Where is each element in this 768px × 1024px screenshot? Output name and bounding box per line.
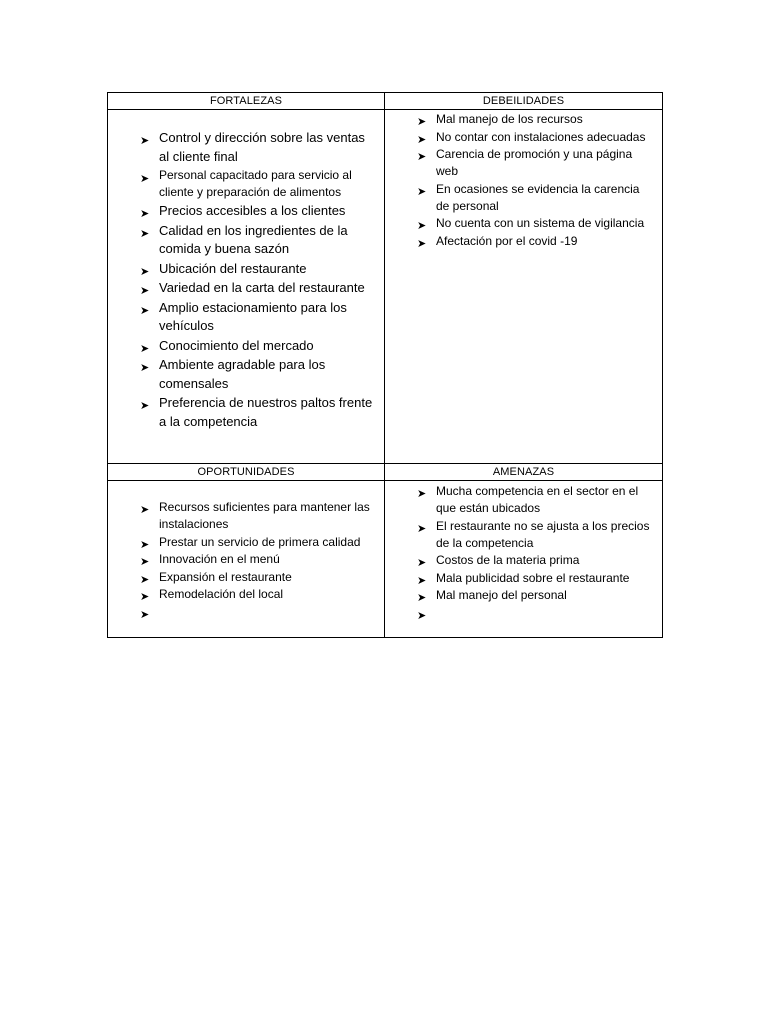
list-item-text: En ocasiones se evidencia la carencia de personal <box>436 181 640 213</box>
arrowhead-bullet-icon: ➤ <box>140 572 150 586</box>
list-item <box>108 260 384 279</box>
arrowhead-bullet-icon: ➤ <box>417 236 427 250</box>
arrowhead-bullet-icon: ➤ <box>417 487 427 500</box>
arrowhead-bullet-icon: ➤ <box>140 226 150 240</box>
arrowhead-bullet-icon: ➤ <box>140 207 150 220</box>
header-debilidades: DEBEILIDADES <box>385 93 663 110</box>
list-item <box>108 356 384 393</box>
header-row-bottom <box>108 464 663 481</box>
list-item <box>108 569 384 586</box>
list-item <box>385 129 662 146</box>
list-item-text: Amplio estacionamiento para los vehículos <box>159 299 347 333</box>
list-item-text: El restaurante no se ajusta a los precios de la competencia <box>436 518 650 550</box>
list-item <box>108 222 384 259</box>
arrowhead-bullet-icon: ➤ <box>417 608 427 622</box>
arrowhead-bullet-icon: ➤ <box>140 172 150 185</box>
arrowhead-bullet-icon: ➤ <box>140 264 150 278</box>
list-item-text: Innovación en el menú <box>159 552 280 566</box>
list-item-text: Ubicación del restaurante <box>159 260 307 276</box>
list-item <box>108 499 384 533</box>
arrowhead-bullet-icon: ➤ <box>140 134 150 147</box>
list-item-text: Mal manejo del personal <box>436 588 567 602</box>
list-item-text: Mala publicidad sobre el restaurante <box>436 570 630 585</box>
content-row-bottom <box>108 481 663 638</box>
arrowhead-bullet-icon: ➤ <box>140 607 150 621</box>
opportunities-list <box>108 481 384 621</box>
arrowhead-bullet-icon: ➤ <box>140 399 150 412</box>
weaknesses-cell <box>385 110 663 464</box>
list-item-text: Prestar un servicio de primera calidad <box>159 534 361 549</box>
arrowhead-bullet-icon: ➤ <box>140 341 150 355</box>
weaknesses-list <box>385 110 662 250</box>
list-item-text: No cuenta con un sistema de vigilancia <box>436 216 645 230</box>
list-item-text: Remodelación del local <box>159 587 284 601</box>
arrowhead-bullet-icon: ➤ <box>417 521 427 535</box>
arrowhead-bullet-icon: ➤ <box>140 555 150 568</box>
arrowhead-bullet-icon: ➤ <box>140 537 150 551</box>
list-item <box>108 167 384 201</box>
swot-table <box>107 92 663 638</box>
list-item <box>108 586 384 603</box>
list-item-text: Mucha competencia en el sector en el que están ubicados <box>436 484 639 515</box>
threats-cell <box>385 481 663 638</box>
list-item <box>385 111 662 128</box>
list-item <box>108 604 384 621</box>
arrowhead-bullet-icon: ➤ <box>417 115 427 128</box>
opportunities-cell <box>108 481 385 638</box>
list-item <box>385 570 662 587</box>
list-item-text: Control y dirección sobre las ventas al cliente final <box>159 130 365 164</box>
list-item <box>385 483 662 517</box>
arrowhead-bullet-icon: ➤ <box>140 284 150 297</box>
list-item-text: Precios accesibles a los clientes <box>159 203 346 218</box>
list-item-text: No contar con instalaciones adecuadas <box>436 129 646 144</box>
list-item-text: Costos de la materia prima <box>436 553 580 567</box>
list-item-text: Conocimiento del mercado <box>159 337 314 353</box>
arrowhead-bullet-icon: ➤ <box>140 503 150 516</box>
list-item <box>385 587 662 604</box>
list-item-text: Preferencia de nuestros paltos frente a la competencia <box>159 395 373 429</box>
arrowhead-bullet-icon: ➤ <box>417 556 427 569</box>
list-item <box>385 233 662 250</box>
list-item <box>385 215 662 232</box>
list-item <box>108 129 384 166</box>
list-item-text: Ambiente agradable para los comensales <box>159 357 326 391</box>
list-item-text: Afectación por el covid -19 <box>436 233 578 248</box>
list-item-text: Recursos suficientes para mantener las instalaciones <box>159 500 370 531</box>
list-item-text: Variedad en la carta del restaurante <box>159 280 365 295</box>
header-oportunidades: OPORTUNIDADES <box>108 464 385 481</box>
list-item <box>385 552 662 569</box>
header-row-top <box>108 93 663 110</box>
list-item-text: Carencia de promoción y una página web <box>436 147 633 178</box>
list-item <box>108 534 384 551</box>
list-item-text: Personal capacitado para servicio al cliente y preparación de alimentos <box>159 168 352 199</box>
arrowhead-bullet-icon: ➤ <box>417 219 427 232</box>
list-item <box>385 605 662 622</box>
arrowhead-bullet-icon: ➤ <box>417 132 427 146</box>
strengths-cell <box>108 110 385 464</box>
list-item <box>108 299 384 336</box>
arrowhead-bullet-icon: ➤ <box>417 591 427 604</box>
list-item-text: Calidad en los ingredientes de la comida y buena sazón <box>159 222 348 256</box>
arrowhead-bullet-icon: ➤ <box>417 573 427 587</box>
arrowhead-bullet-icon: ➤ <box>417 184 427 198</box>
strengths-list <box>108 110 384 431</box>
arrowhead-bullet-icon: ➤ <box>417 150 427 163</box>
threats-list <box>385 481 662 622</box>
list-item <box>108 279 384 298</box>
content-row-top <box>108 110 663 464</box>
arrowhead-bullet-icon: ➤ <box>140 590 150 603</box>
list-item-text: Mal manejo de los recursos <box>436 112 583 126</box>
list-item <box>108 394 384 431</box>
list-item <box>385 518 662 552</box>
list-item <box>385 181 662 215</box>
arrowhead-bullet-icon: ➤ <box>140 303 150 317</box>
list-item <box>108 202 384 221</box>
list-item-text: Expansión el restaurante <box>159 569 292 584</box>
arrowhead-bullet-icon: ➤ <box>140 361 150 374</box>
header-amenazas: AMENAZAS <box>385 464 663 481</box>
header-fortalezas: FORTALEZAS <box>108 93 385 110</box>
list-item <box>108 551 384 568</box>
list-item <box>108 337 384 356</box>
list-item <box>385 146 662 180</box>
